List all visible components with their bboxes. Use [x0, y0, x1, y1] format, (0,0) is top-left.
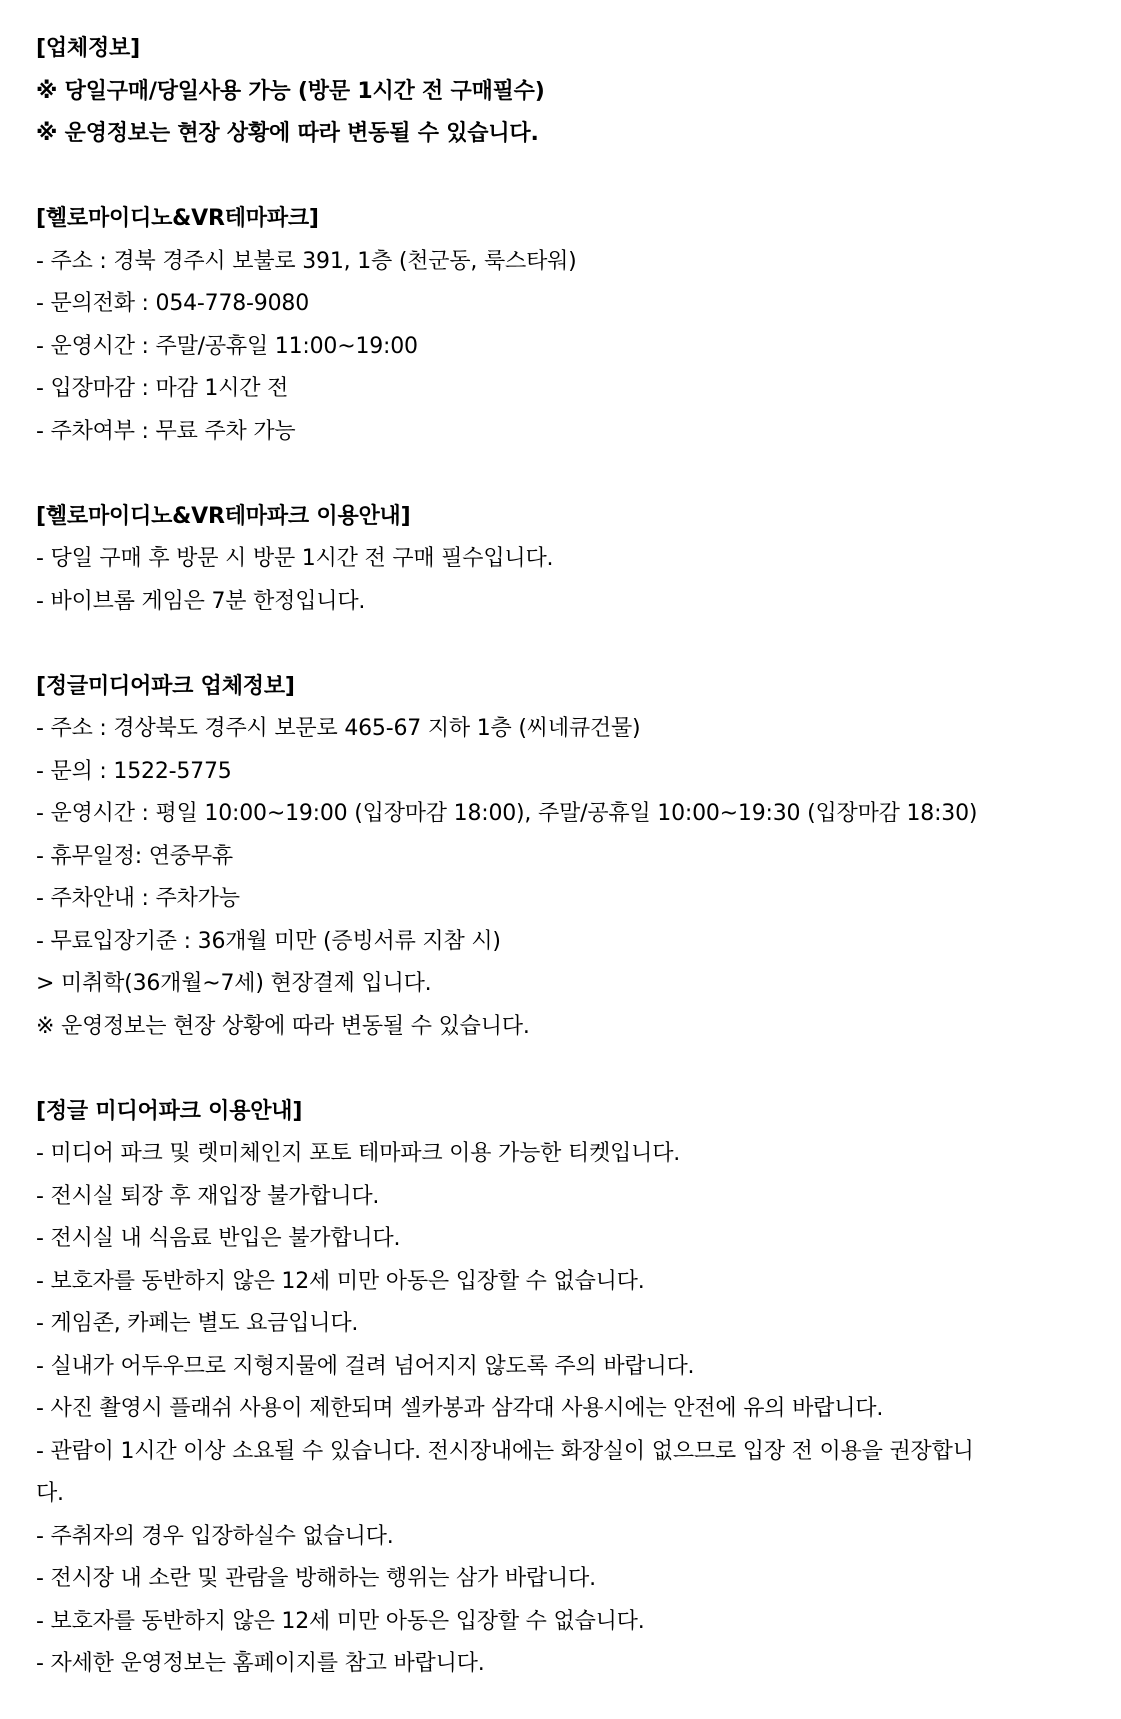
info-line: - 당일 구매 후 방문 시 방문 1시간 전 구매 필수입니다. — [36, 546, 554, 571]
info-line: - 주취자의 경우 입장하실수 없습니다. — [36, 1523, 394, 1549]
blank-line — [36, 156, 1096, 199]
blank-line — [36, 623, 1096, 666]
info-line: - 전시실 내 식음료 반입은 불가합니다. — [36, 1226, 401, 1251]
section-heading: [헬로마이디노&VR테마파크] — [36, 206, 319, 231]
info-line: - 게임존, 카페는 별도 요금입니다. — [36, 1311, 359, 1336]
info-line: - 휴무일정: 연중무휴 — [36, 843, 233, 869]
info-line: - 보호자를 동반하지 않은 12세 미만 아동은 입장할 수 없습니다. — [36, 1268, 645, 1294]
section-heading: [헬로마이디노&VR테마파크 이용안내] — [36, 503, 411, 529]
section-heading: [업체정보] — [36, 36, 140, 61]
info-line: - 무료입장기준 : 36개월 미만 (증빙서류 지참 시) — [36, 928, 501, 954]
info-line: - 운영시간 : 평일 10:00~19:00 (입장마감 18:00), 주말/공휴일 10:00~19:30 (입장마감 18:30) — [36, 801, 978, 826]
info-line: - 입장마감 : 마감 1시간 전 — [36, 376, 289, 401]
info-line: - 보호자를 동반하지 않은 12세 미만 아동은 입장할 수 없습니다. — [36, 1608, 645, 1634]
document-body — [36, 28, 1096, 1686]
blank-line — [36, 453, 1096, 496]
section-heading: [정글 미디어파크 이용안내] — [36, 1098, 303, 1124]
info-line: - 문의전화 : 054-778-9080 — [36, 291, 309, 316]
info-line: > 미취학(36개월~7세) 현장결제 입니다. — [36, 971, 432, 996]
blank-line — [36, 1048, 1096, 1091]
info-line: - 운영시간 : 주말/공휴일 11:00~19:00 — [36, 333, 418, 359]
info-line: - 문의 : 1522-5775 — [36, 758, 232, 784]
info-line: - 사진 촬영시 플래쉬 사용이 제한되며 셀카봉과 삼각대 사용시에는 안전에 유의 바랍니다. — [36, 1396, 884, 1421]
info-line: ※ 운영정보는 현장 상황에 따라 변동될 수 있습니다. — [36, 1013, 530, 1039]
info-line: - 실내가 어두우므로 지형지물에 걸려 넘어지지 않도록 주의 바랍니다. — [36, 1353, 695, 1379]
info-line-continuation: 다. — [36, 1481, 64, 1506]
info-line: - 주차안내 : 주차가능 — [36, 886, 240, 911]
info-line: - 미디어 파크 및 렛미체인지 포토 테마파크 이용 가능한 티켓입니다. — [36, 1141, 681, 1166]
info-line: - 전시실 퇴장 후 재입장 불가합니다. — [36, 1183, 380, 1209]
section-heading: [정글미디어파크 업체정보] — [36, 673, 295, 699]
info-line: - 주소 : 경북 경주시 보불로 391, 1층 (천군동, 룩스타워) — [36, 248, 577, 274]
section-heading: ※ 운영정보는 현장 상황에 따라 변동될 수 있습니다. — [36, 121, 539, 146]
info-line: - 관람이 1시간 이상 소요될 수 있습니다. 전시장내에는 화장실이 없으므로 입장 전 이용을 권장합니 — [36, 1438, 974, 1464]
section-heading: ※ 당일구매/당일사용 가능 (방문 1시간 전 구매필수) — [36, 78, 545, 104]
info-line: - 전시장 내 소란 및 관람을 방해하는 행위는 삼가 바랍니다. — [36, 1566, 596, 1591]
info-line: - 주소 : 경상북도 경주시 보문로 465-67 지하 1층 (씨네큐건물) — [36, 716, 641, 741]
info-line: - 주차여부 : 무료 주차 가능 — [36, 418, 296, 444]
info-line: - 자세한 운영정보는 홈페이지를 참고 바랍니다. — [36, 1651, 485, 1676]
info-line: - 바이브롬 게임은 7분 한정입니다. — [36, 588, 366, 614]
